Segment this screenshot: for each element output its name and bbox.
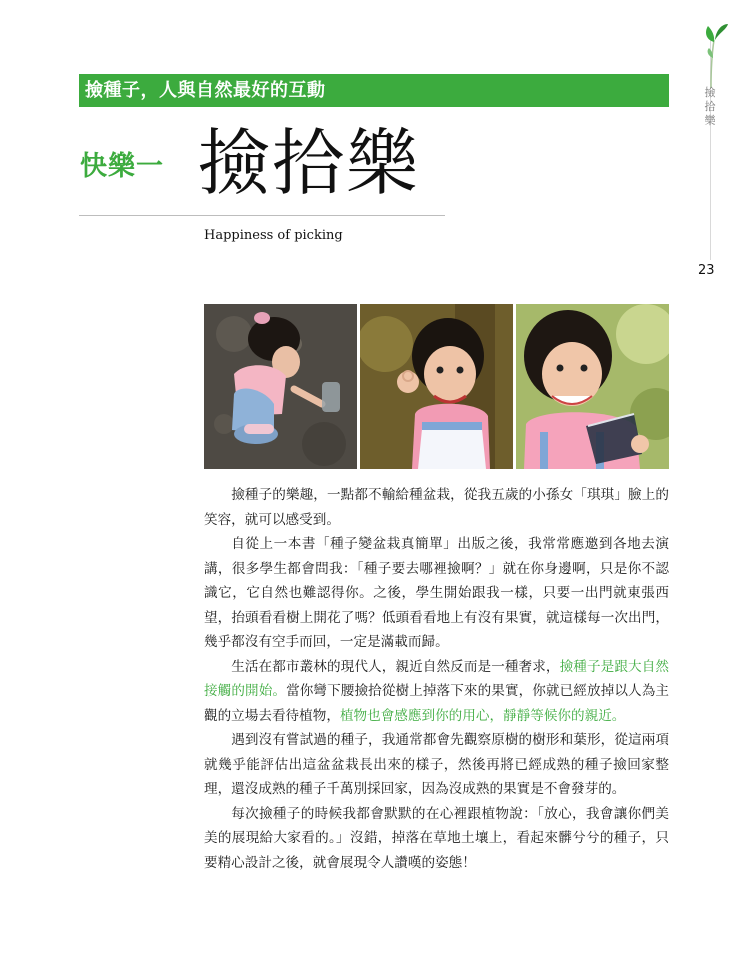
sprout-icon <box>700 18 730 88</box>
side-label: 撿拾樂 <box>704 86 716 127</box>
paragraph-text: 遇到沒有嘗試過的種子，我通常都會先觀察原樹的樹形和葉形，從這兩項就幾乎能評估出這盆盆栽長出來的樣子，然後再將已經成熟的種子撿回家整理，還沒成熟的種子千萬別採回家，因為沒成熟的果實是不會發芽的。 <box>204 732 669 797</box>
highlighted-text: 撿種子是跟大自然接觸的開始。 <box>204 658 670 699</box>
photo-child-picking-seeds <box>204 304 357 469</box>
page-subtitle: Happiness of picking <box>204 228 343 243</box>
photo-child-ok-gesture <box>360 304 513 469</box>
body-paragraph <box>204 655 669 729</box>
body-paragraph <box>204 802 669 876</box>
body-paragraph <box>204 728 669 802</box>
paragraph-text: 每次撿種子的時候我都會默默的在心裡跟植物說：「放心，我會讓你們美美的展現給大家看的。」沒錯，掉落在草地土壤上，看起來髒兮兮的種子，只要精心設計之後，就會展現令人讚嘆的姿態！ <box>204 805 669 871</box>
body-paragraph <box>204 483 669 532</box>
paragraph-text: 當你彎下腰撿拾從樹上掉落下來的果實，你就已經放掉以人為主觀的立場去看待植物， <box>204 683 670 724</box>
heading-prefix: 快樂一 <box>80 151 164 182</box>
paragraph-text: 生活在都市叢林的現代人，親近自然反而是一種奢求， <box>231 658 560 675</box>
photo-child-holding-bag <box>516 304 669 469</box>
paragraph-text: 撿種子的樂趣，一點都不輸給種盆栽，從我五歲的小孫女「琪琪」臉上的笑容，就可以感受到。 <box>204 487 669 528</box>
section-banner <box>79 74 669 107</box>
article-body <box>204 483 669 875</box>
paragraph-text: 自從上一本書「種子變盆栽真簡單」出版之後，我常常應邀到各地去演講，很多學生都會問我：「種子要去哪裡撿啊？」就在你身邊啊，只是你不認識它，它自然也難認得你。之後，學生開始跟我一樣，只要一出門就東張西望，抬頭看看樹上開花了嗎？低頭看看地上有沒有果實，就這樣每一次出門，幾乎都沒有空手而回，一定是滿載而歸。 <box>204 536 669 650</box>
page-title: 撿拾樂 <box>198 121 421 205</box>
highlighted-text: 植物也會感應到你的用心，靜靜等候你的親近。 <box>339 707 626 724</box>
heading-divider <box>79 215 445 216</box>
photo-strip <box>204 304 669 469</box>
section-banner-title: 撿種子，人與自然最好的互動 <box>85 80 326 101</box>
page-number: 23 <box>698 263 715 278</box>
body-paragraph <box>204 532 669 655</box>
